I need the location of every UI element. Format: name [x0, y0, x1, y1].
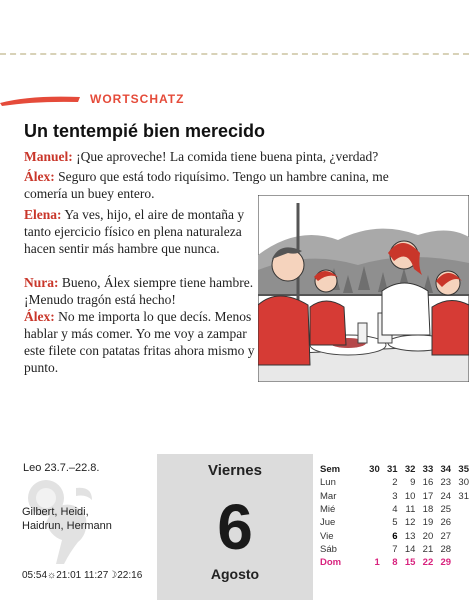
calendar-cell: 16 — [422, 477, 434, 489]
calendar-cell — [347, 490, 362, 503]
calendar-cell-today: 6 — [392, 530, 398, 542]
calendar-cell: 7 — [392, 543, 398, 555]
calendar-row-fri — [318, 529, 469, 542]
dialogue-text: No me importa lo que decís. Menos hablar y más comer. Yo me voy a zampar este filete con patatas fritas ahora mismo y punto. — [24, 309, 255, 375]
calendar-cell: 20 — [422, 530, 434, 542]
calendar-cell: 23 — [440, 477, 452, 489]
calendar-cell: 12 — [404, 517, 416, 529]
calendar-cell: 25 — [440, 504, 452, 516]
speaker-name: Nura: — [24, 275, 59, 290]
family-meal-illustration — [258, 195, 469, 382]
mini-calendar — [318, 463, 469, 569]
zodiac-label: Leo 23.7.–22.8. — [23, 462, 100, 474]
calendar-cell: 28 — [440, 543, 452, 555]
calendar-cell: 5 — [392, 517, 398, 529]
calendar-row-sun — [318, 556, 469, 569]
brush-stroke-decoration — [0, 93, 80, 107]
week-number: 30 — [369, 464, 380, 476]
speaker-name: Manuel: — [24, 149, 73, 164]
calendar-cell: 10 — [404, 490, 416, 502]
dialogue-text: Bueno, Álex siempre tiene hambre. ¡Menudo tragón está hecho! — [24, 275, 254, 307]
weekday-abbr: Vie — [320, 530, 334, 542]
weekday-abbr: Jue — [320, 517, 336, 529]
calendar-cell — [362, 543, 380, 556]
calendar-cell: 1 — [374, 557, 380, 569]
calendar-row-tue — [318, 490, 469, 503]
calendar-cell — [347, 529, 362, 542]
calendar-cell — [362, 516, 380, 529]
zodiac-panel — [0, 454, 157, 600]
calendar-cell — [362, 476, 380, 489]
calendar-cell: 24 — [440, 490, 452, 502]
calendar-cell: 17 — [422, 490, 434, 502]
calendar-cell — [362, 490, 380, 503]
dialogue-line — [24, 206, 256, 257]
calendar-row-thu — [318, 516, 469, 529]
calendar-cell: 18 — [422, 504, 434, 516]
weekday-abbr: Sáb — [320, 543, 337, 555]
calendar-cell: 2 — [392, 477, 398, 489]
weekday-abbr: Mié — [320, 504, 336, 516]
calendar-row-sat — [318, 543, 469, 556]
calendar-cell — [451, 516, 469, 529]
calendar-cell: 29 — [440, 557, 452, 569]
calendar-cell: 22 — [422, 557, 434, 569]
calendar-cell: 3 — [392, 490, 398, 502]
month-label: Agosto — [210, 566, 260, 582]
calendar-cell: 4 — [392, 504, 398, 516]
calendar-cell — [347, 503, 362, 516]
calendar-cell — [347, 516, 362, 529]
speaker-name: Elena: — [24, 207, 62, 222]
calendar-cell — [362, 503, 380, 516]
calendar-cell — [451, 543, 469, 556]
weekday-abbr: Dom — [320, 557, 342, 569]
week-header: Sem — [320, 464, 341, 476]
weekday-abbr: Lun — [320, 477, 336, 489]
calendar-cell: 13 — [404, 530, 416, 542]
dialogue-text: ¡Que aproveche! La comida tiene buena pinta, ¿verdad? — [72, 149, 379, 164]
week-number: 34 — [440, 464, 452, 476]
calendar-cell: 31 — [458, 490, 469, 502]
calendar-cell — [362, 529, 380, 542]
calendar-cell — [347, 556, 362, 569]
weekday-abbr: Mar — [320, 490, 337, 502]
speaker-name: Álex: — [24, 309, 55, 324]
calendar-cell: 26 — [440, 517, 452, 529]
name-day-line: Gilbert, Heidi, — [22, 506, 89, 518]
calendar-cell: 14 — [404, 543, 416, 555]
dialogue-text: Ya ves, hijo, el aire de montaña y tanto ejercicio físico en plena naturaleza hacen sentir más hambre que nunca. — [24, 207, 245, 256]
calendar-cell — [451, 556, 469, 569]
name-days — [22, 505, 112, 533]
calendar-cell — [347, 476, 362, 489]
calendar-cell — [451, 529, 469, 542]
week-number: 31 — [387, 464, 398, 476]
dialogue-line — [24, 274, 256, 308]
calendar-cell: 8 — [392, 557, 398, 569]
sun-moon-times: 05:54☼21:01 11:27☽22:16 — [22, 570, 143, 581]
calendar-row-wed — [318, 503, 469, 516]
calendar-cell — [451, 503, 469, 516]
date-panel — [157, 454, 313, 600]
week-number: 32 — [404, 464, 416, 476]
section-label: WORTSCHATZ — [90, 92, 185, 106]
calendar-cell: 9 — [410, 477, 416, 489]
day-number: 6 — [217, 491, 253, 563]
calendar-header-row — [318, 463, 469, 476]
dialogue-line — [24, 308, 256, 376]
calendar-cell — [347, 543, 362, 556]
calendar-cell: 30 — [458, 477, 469, 489]
name-day-line: Haidrun, Hermann — [22, 520, 112, 532]
dialogue-text: Seguro que está todo riquísimo. Tengo un hambre canina, me comería un buey entero. — [24, 169, 389, 201]
weekday-label: Viernes — [208, 462, 262, 479]
speaker-name: Álex: — [24, 169, 55, 184]
dialogue-line — [24, 148, 392, 165]
week-number: 33 — [422, 464, 434, 476]
calendar-cell: 11 — [405, 504, 416, 516]
calendar-cell: 19 — [422, 517, 434, 529]
calendar-row-mon — [318, 476, 469, 489]
calendar-footer — [0, 454, 469, 600]
calendar-cell: 15 — [404, 557, 416, 569]
calendar-cell: 21 — [422, 543, 434, 555]
lesson-title: Un tentempié bien merecido — [24, 121, 266, 141]
week-number: 35 — [458, 464, 469, 476]
calendar-cell: 27 — [440, 530, 452, 542]
top-dashed-divider — [0, 53, 469, 55]
